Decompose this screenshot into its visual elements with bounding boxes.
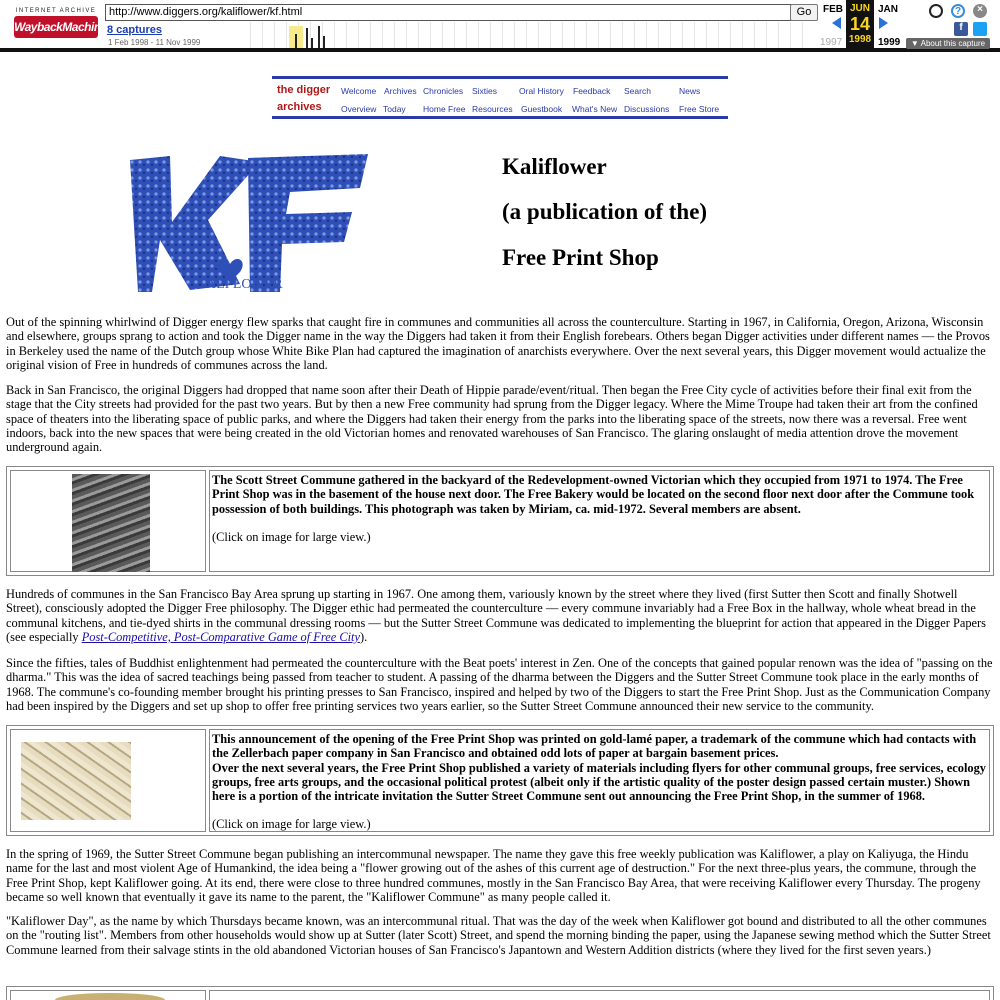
announcement-caption-a: This announcement of the opening of the Free Print Shop was printed on gold-lamé paper, a trademark of the commune which had contacts with the Zellerbach paper company in San Francisco and obtained odd lots of paper at bargain basement prices. bbox=[212, 732, 977, 761]
next-year-label: 1999 bbox=[878, 37, 901, 48]
free-city-link[interactable]: Post-Competitive, Post-Comparative Game of Free City bbox=[81, 629, 360, 644]
digger-nav-bar bbox=[272, 76, 728, 119]
next-capture-arrow-icon[interactable] bbox=[879, 17, 888, 29]
facebook-icon[interactable]: f bbox=[954, 22, 968, 36]
sparkline-bar bbox=[295, 34, 297, 48]
current-year-label: 1998 bbox=[848, 34, 872, 45]
nav-link-feedback[interactable]: Feedback bbox=[573, 86, 611, 96]
url-input[interactable]: http://www.diggers.org/kaliflower/kf.html bbox=[105, 4, 793, 21]
commune-photo-caption bbox=[209, 470, 990, 572]
third-image-cell bbox=[10, 990, 206, 1000]
nav-link-archives[interactable]: Archives bbox=[384, 86, 417, 96]
photo-caption-table-3 bbox=[6, 986, 994, 1000]
nav-link-chronicles[interactable]: Chronicles bbox=[423, 86, 464, 96]
announcement-caption-b: Over the next several years, the Free Print Shop published a variety of materials including flyers for other communal groups, free services, ecology groups, free arts groups, and the occasional political protest (albeit only if the artistic quality of the poster design passed certain muster.) Shown here is a portion of the intricate invitation the Sutter Street Commune sent out announcing the Free Print Shop, in the summer of 1968. bbox=[212, 760, 986, 804]
capture-sparkline[interactable] bbox=[250, 22, 810, 48]
nav-link-search[interactable]: Search bbox=[624, 86, 651, 96]
commune-caption-text: The Scott Street Commune gathered in the backyard of the Redevelopment-owned Victorian which they occupied from 1971 to 1974. The Free Print Shop was in the basement of the house next door. The Free Bakery would be located on the second floor next door after the Commune took possession of both buildings. This photograph was taken by Miriam, ca. mid-1972. Several members are absent. bbox=[212, 473, 975, 516]
about-capture-button[interactable]: ▼ About this capture bbox=[906, 38, 990, 49]
kaliflower-day-paragraph: "Kaliflower Day", as the name by which Thursdays became known, was an intercommunal ritual. That was the day of the week when Kaliflower got bound and distributed to all the other communes on the "routing list". Members from other households would show up at Sutter (later Scott) Street, and spend the morning binding the paper, using the Japanese sewing method which the Sutter Street Commune learned from their salvage stints in the old abandoned Victorian houses of San Francisco's Japantown and Western Addition districts (where they lived for the first seven years.) bbox=[6, 914, 991, 957]
announcement-thumbnail[interactable] bbox=[21, 742, 131, 820]
photo-caption-table-2 bbox=[6, 725, 994, 836]
kaliflower-logo bbox=[130, 152, 380, 297]
help-icon[interactable]: ? bbox=[951, 4, 965, 18]
click-note-2: (Click on image for large view.) bbox=[212, 817, 371, 832]
announcement-caption bbox=[209, 729, 990, 832]
wayback-logo-main: WaybackMachine bbox=[14, 16, 98, 38]
page-title-line2: (a publication of the) bbox=[502, 199, 708, 224]
third-caption-cell bbox=[209, 990, 990, 1000]
nav-link-resources[interactable]: Resources bbox=[472, 104, 513, 114]
prev-capture-arrow-icon[interactable] bbox=[832, 17, 841, 29]
nav-link-home-free[interactable]: Home Free bbox=[423, 104, 466, 114]
nav-brand-line2[interactable]: archives bbox=[277, 101, 322, 113]
nav-link-news[interactable]: News bbox=[679, 86, 701, 96]
commune-photo-thumbnail[interactable] bbox=[72, 474, 150, 572]
current-month-label: JUN bbox=[849, 3, 870, 14]
page-title-line3: Free Print Shop bbox=[502, 245, 659, 270]
sparkline-bar bbox=[318, 26, 320, 48]
user-icon[interactable] bbox=[929, 4, 943, 18]
nav-link-overview[interactable]: Overview bbox=[341, 104, 377, 114]
communes-paragraph-text: Hundreds of communes in the San Francisco Bay Area sprung up starting in 1967. One among them, variously known by the street where they lived (first Sutter then Scott and finally Shotwell Street), consciously adopted the Digger Free philosophy. The Digger ethic had permeated the counterculture — every commune invariably had a Free Box in the hallway, whole wheat bread in the communal kitchens, and tie-dyed shirts in the communal dressing rooms — but the Sutter Street Commune was dedicated to implementing the blueprint for action that appeared in the Digger Papers (see especially bbox=[6, 587, 987, 644]
go-button[interactable]: Go bbox=[790, 4, 818, 21]
current-capture-date bbox=[846, 0, 874, 48]
dharma-paragraph: Since the fifties, tales of Buddhist enlightenment had permeated the counterculture with the Beat poets' interest in Zen. One of the concepts that gained popular renown was the idea of "passing on the dharma." This was the idea of sacred teachings being passed from teacher to student. A passing of the dharma between the Diggers and the Sutter Street Commune took place in the early months of 1968. The commune's co-founding member brought his printing presses to San Francisco, inspired and helped by two of the Diggers to start the Free Print Shop. Just as the Communication Company had been inspired by the Diggers and set up shop to offer free printing services two years earlier, so the Sutter Street Commune announced their new service to the community. bbox=[6, 656, 993, 713]
photo-caption-table-1 bbox=[6, 466, 994, 576]
current-day-label: 14 bbox=[849, 14, 871, 34]
next-month-label[interactable]: JAN bbox=[878, 4, 899, 15]
nav-link-guestbook[interactable]: Guestbook bbox=[521, 104, 563, 114]
communes-paragraph-end: ). bbox=[359, 629, 368, 644]
nav-link-free-store[interactable]: Free Store bbox=[679, 104, 720, 114]
page-title-line1: Kaliflower bbox=[502, 154, 607, 179]
announcement-image-cell bbox=[10, 729, 206, 832]
wayback-logo-top: INTERNET ARCHIVE bbox=[15, 8, 97, 14]
nav-link-discussions[interactable]: Discussions bbox=[624, 104, 670, 114]
sparkline-bar bbox=[311, 38, 313, 48]
sparkline-bar bbox=[323, 36, 325, 48]
prev-month-label[interactable]: FEB bbox=[823, 4, 843, 15]
third-thumbnail[interactable] bbox=[55, 993, 165, 1000]
nav-link-whats-new[interactable]: What's New bbox=[572, 104, 618, 114]
click-note: (Click on image for large view.) bbox=[212, 529, 371, 544]
intro-paragraph: Out of the spinning whirlwind of Digger energy flew sparks that caught fire in communes and communities all across the counterculture. Starting in 1967, in California, Oregon, Arizona, Wisconsin and elsewhere, groups sprang to action and took the Digger name in the way the Diggers had taken it from their English forebears. Others began Digger activities under different names — the Provos in Berkeley used the name of the Dutch group whose White Bike Plan had captured the imagination of anarchists everywhere. Over the next several years, this Digger movement would actualize the original vision of Free in hundreds of communes across the land. bbox=[6, 315, 990, 372]
prev-year-label: 1997 bbox=[820, 37, 843, 48]
wayback-logo[interactable] bbox=[14, 8, 107, 44]
capture-date-range: 1 Feb 1998 - 11 Nov 1999 bbox=[108, 38, 201, 47]
san-francisco-paragraph: Back in San Francisco, the original Diggers had dropped that name soon after their Death of Hippie parade/event/ritual. Then began the Free City cycle of activities before their final exit from the stage that the City streets had provided for the past two years. But by then a new Free community had sprung from the Digger legacy. Where the Mime Troupe had taken their art from the confined space of theaters into the liberating space of public parks, and where the Diggers had taken their energy from the parks into the liberating space of the streets, now there was a reversal. Free went indoors, back into the new spaces that were being created in the old Victorian homes and renovated warehouses of San Francisco. The glaring onslaught of media attention drove the movement underground again. bbox=[6, 383, 978, 455]
commune-photo-cell bbox=[10, 470, 206, 572]
nav-link-oral-history[interactable]: Oral History bbox=[519, 86, 564, 96]
sparkline-bar bbox=[306, 28, 308, 48]
close-icon[interactable]: × bbox=[973, 4, 987, 18]
nav-link-today[interactable]: Today bbox=[383, 104, 406, 114]
logo-lettering: ALI LOWER bbox=[206, 277, 283, 292]
kaliflower-newspaper-paragraph: In the spring of 1969, the Sutter Street Commune began publishing an intercommunal newspaper. The name they gave this free weekly publication was Kaliflower, a play on Kaliyuga, the Hindu name for the last and most violent Age of Humankind, the idea being a "flower growing out of the ashes of this current age of destruction." For the next three-plus years, the commune, through the Free Print Shop, kept Kaliflower going. At its end, there were close to three hundred communes, mostly in the San Francisco Bay Area, that were receiving Kaliflower every Thursday. The progeny became so well known that eventually it gave its name to the parent, the "Kaliflower Commune" as many people called it. bbox=[6, 847, 981, 904]
wayback-toolbar bbox=[0, 0, 1000, 52]
nav-link-welcome[interactable]: Welcome bbox=[341, 86, 377, 96]
nav-brand-line1[interactable]: the digger bbox=[277, 84, 331, 96]
communes-paragraph bbox=[6, 587, 996, 644]
nav-link-sixties[interactable]: Sixties bbox=[472, 86, 498, 96]
twitter-icon[interactable] bbox=[973, 22, 987, 36]
captures-link[interactable]: 8 captures bbox=[107, 24, 163, 36]
